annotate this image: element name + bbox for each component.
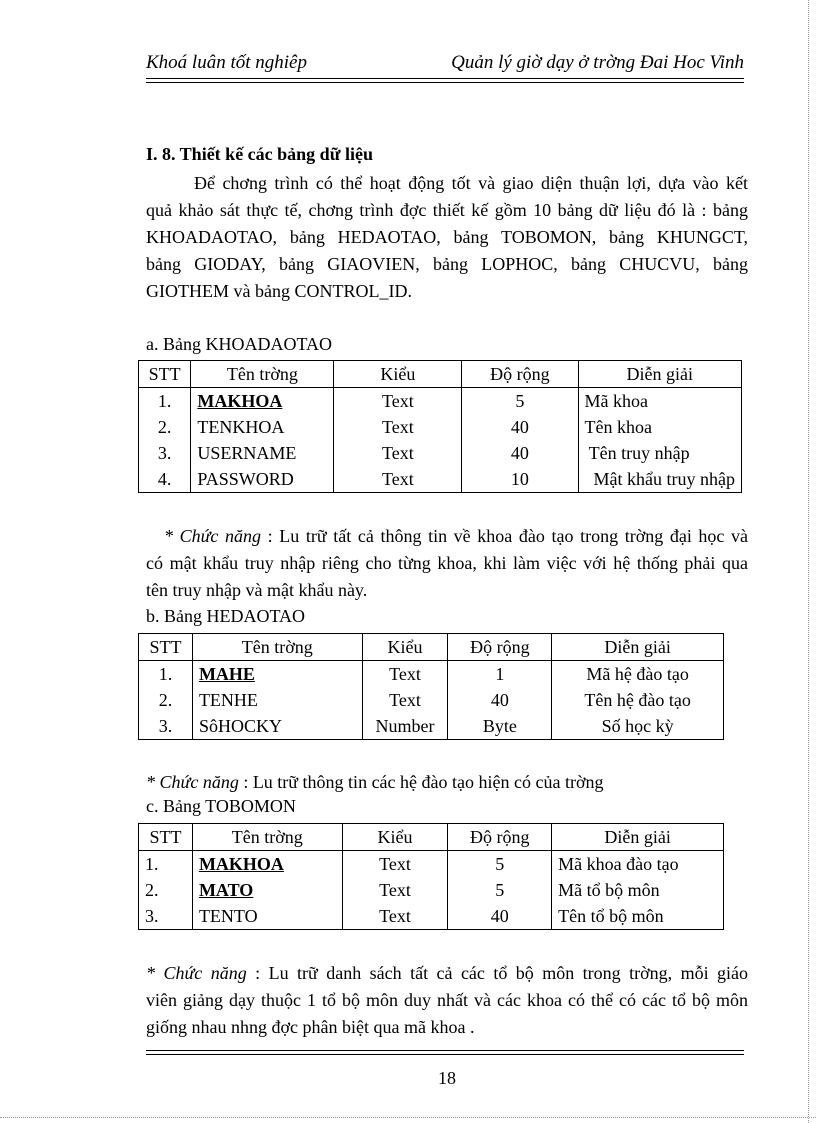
intro-line: bảng GIODAY, bảng GIAOVIEN, bảng LOPHOC, bảng CHUCVU, bảng [146, 254, 748, 274]
cell-desc: Tên truy nhập [578, 440, 742, 466]
section-title: I. 8. Thiết kế các bảng dữ liệu [146, 144, 373, 164]
table-a-function [146, 523, 748, 604]
cell-stt: 1. [139, 661, 193, 688]
cell-type: Text [334, 466, 462, 493]
table-khoadaotao [138, 360, 742, 493]
function-label: * Chức năng [146, 772, 239, 792]
cell-width: 5 [448, 877, 552, 903]
cell-stt: 3. [139, 713, 193, 740]
cell-width: 40 [462, 414, 578, 440]
table-row [139, 877, 724, 903]
cell-stt: 2. [139, 687, 193, 713]
function-label: * Chức năng [146, 963, 247, 983]
function-label: * Chức năng [164, 526, 262, 546]
cell-field: MAHE [192, 661, 362, 688]
function-line [146, 960, 748, 987]
cell-field: SôHOCKY [192, 713, 362, 740]
header-type: Kiểu [342, 824, 448, 851]
function-line [146, 523, 748, 550]
page-edge-right [808, 0, 809, 1123]
function-line: có mật khẩu truy nhập riêng cho từng khoa, khi làm việc với hệ thống phải qua [146, 553, 748, 573]
cell-width: 40 [462, 440, 578, 466]
cell-width: 40 [448, 687, 552, 713]
cell-field: TENKHOA [191, 414, 334, 440]
page-number: 18 [438, 1068, 456, 1088]
header-field: Tên trờng [192, 634, 362, 661]
page-edge-bottom [0, 1117, 816, 1118]
table-row [139, 388, 742, 415]
cell-desc: Mã khoa [578, 388, 742, 415]
function-line [146, 769, 748, 796]
table-b-function [146, 769, 748, 796]
table-hedaotao [138, 633, 724, 740]
page-header [146, 52, 744, 78]
cell-stt: 3. [139, 440, 191, 466]
cell-stt: 3. [139, 903, 193, 930]
cell-field: TENHE [192, 687, 362, 713]
header-type: Kiểu [362, 634, 448, 661]
intro-line: GIOTHEM và bảng CONTROL_ID. [146, 281, 412, 301]
intro-paragraph [146, 170, 748, 305]
cell-stt: 4. [139, 466, 191, 493]
table-header-row [139, 634, 724, 661]
table-tobomon [138, 823, 724, 930]
cell-width: 1 [448, 661, 552, 688]
table-header-row [139, 824, 724, 851]
header-desc: Diễn giải [552, 824, 724, 851]
header-left: Khoá luân tốt nghiêp [146, 52, 307, 73]
table-row [139, 903, 724, 930]
cell-width: 5 [462, 388, 578, 415]
table-c-function [146, 960, 748, 1041]
table-row [139, 661, 724, 688]
cell-width: 40 [448, 903, 552, 930]
header-width: Độ rộng [448, 634, 552, 661]
cell-desc: Mã tổ bộ môn [552, 877, 724, 903]
cell-type: Text [362, 687, 448, 713]
footer-rule [146, 1050, 744, 1055]
cell-field: USERNAME [191, 440, 334, 466]
cell-desc: Tên khoa [578, 414, 742, 440]
table-a-caption: a. Bảng KHOADAOTAO [146, 334, 333, 354]
cell-desc: Số học kỳ [552, 713, 724, 740]
cell-field: TENTO [192, 903, 342, 930]
function-line: viên giảng dạy thuộc 1 tổ bộ môn duy nhất và các khoa có thể có các tổ bộ môn [146, 990, 748, 1010]
header-type: Kiểu [334, 361, 462, 388]
function-text: : Lu trữ danh sách tất cả các tổ bộ môn trong trờng, mỗi giáo [255, 963, 749, 983]
header-stt: STT [139, 634, 193, 661]
cell-desc: Mã hệ đào tạo [552, 661, 724, 688]
cell-stt: 2. [139, 414, 191, 440]
intro-line: KHOADAOTAO, bảng HEDAOTAO, bảng TOBOMON, bảng KHUNGCT, [146, 227, 748, 247]
header-right: Quản lý giờ dạy ở trờng Đai Hoc Vinh [451, 52, 744, 73]
header-desc: Diễn giải [552, 634, 724, 661]
table-row [139, 851, 724, 878]
table-row [139, 440, 742, 466]
header-stt: STT [139, 824, 193, 851]
cell-type: Text [342, 877, 448, 903]
table-header-row [139, 361, 742, 388]
header-stt: STT [139, 361, 191, 388]
cell-type: Text [342, 903, 448, 930]
header-field: Tên trờng [192, 824, 342, 851]
table-row [139, 687, 724, 713]
cell-desc: Tên hệ đào tạo [552, 687, 724, 713]
cell-desc: Mật khẩu truy nhập [578, 466, 742, 493]
cell-field: MATO [192, 877, 342, 903]
cell-type: Text [362, 661, 448, 688]
cell-type: Text [342, 851, 448, 878]
cell-field: MAKHOA [192, 851, 342, 878]
table-row [139, 466, 742, 493]
table-c-caption: c. Bảng TOBOMON [146, 796, 296, 816]
function-text: : Lu trữ thông tin các hệ đào tạo hiện có của trờng [243, 772, 604, 792]
cell-field: PASSWORD [191, 466, 334, 493]
table-row [139, 713, 724, 740]
header-width: Độ rộng [448, 824, 552, 851]
cell-stt: 2. [139, 877, 193, 903]
function-text: : Lu trữ tất cả thông tin về khoa đào tạo trong trờng đại học và [267, 526, 749, 546]
cell-type: Text [334, 414, 462, 440]
cell-desc: Mã khoa đào tạo [552, 851, 724, 878]
cell-field: MAKHOA [191, 388, 334, 415]
header-rule [146, 78, 744, 83]
header-desc: Diễn giải [578, 361, 742, 388]
table-row [139, 414, 742, 440]
cell-stt: 1. [139, 388, 191, 415]
intro-line: Để chơng trình có thể hoạt động tốt và giao diện thuận lợi, dựa vào kết [194, 173, 748, 193]
intro-line: quả khảo sát thực tế, chơng trình đợc thiết kế gồm 10 bảng dữ liệu đó là : bảng [146, 200, 748, 220]
table-b-caption: b. Bảng HEDAOTAO [146, 606, 306, 626]
cell-type: Text [334, 440, 462, 466]
cell-width: 10 [462, 466, 578, 493]
cell-stt: 1. [139, 851, 193, 878]
function-line: giống nhau nhng đợc phân biệt qua mã khoa . [146, 1017, 475, 1037]
cell-desc: Tên tổ bộ môn [552, 903, 724, 930]
cell-width: 5 [448, 851, 552, 878]
cell-width: Byte [448, 713, 552, 740]
cell-type: Text [334, 388, 462, 415]
header-width: Độ rộng [462, 361, 578, 388]
function-line: tên truy nhập và mật khẩu này. [146, 580, 368, 600]
cell-type: Number [362, 713, 448, 740]
header-field: Tên trờng [191, 361, 334, 388]
